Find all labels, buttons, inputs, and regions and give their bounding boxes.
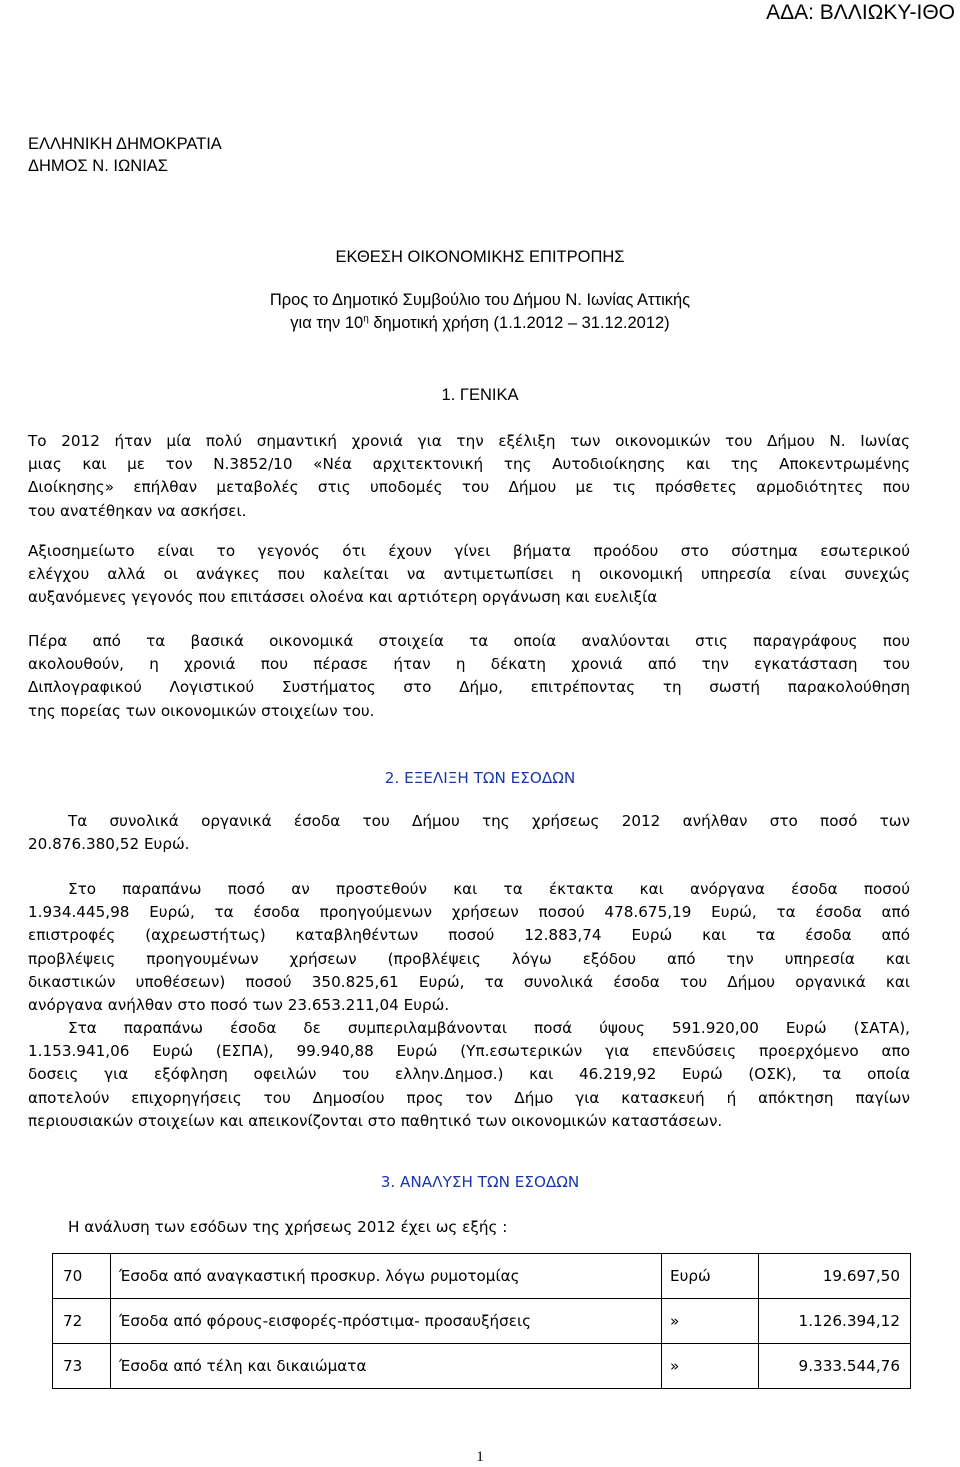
account-code: 72 bbox=[53, 1299, 111, 1344]
text-line: Διπλογραφικού Λογιστικού Συστήματος στο Δήμο, επιτρέποντας τη σωστή παρακολούθηση bbox=[28, 678, 910, 697]
text-line: Διοίκησης» επήλθαν μεταβολές στις υποδομές του Δήμου με τις πρόσθετες αρμοδιότητες που bbox=[28, 478, 910, 497]
account-description: Έσοδα από τέλη και δικαιώματα bbox=[111, 1344, 662, 1389]
section1-heading: 1. ΓΕΝΙΚΑ bbox=[441, 386, 519, 404]
text-line: ελέγχου αλλά οι ανάγκες που καλείται να αντιμετωπίσει η οικονομική υπηρεσία είναι συνεχώς bbox=[28, 565, 910, 584]
section1-paragraph-3 bbox=[28, 630, 910, 723]
text-line: αυξανόμενες γεγονός που επιτάσσει ολοένα και αρτιότερη οργάνωση και ευελιξία bbox=[28, 588, 658, 607]
text-line: 20.876.380,52 Ευρώ. bbox=[28, 835, 190, 854]
text-line: Στα παραπάνω έσοδα δε συμπεριλαμβάνονται ποσά ύψους 591.920,00 Ευρώ (ΣΑΤΑ), bbox=[68, 1019, 910, 1037]
text-line: 1.153.941,06 Ευρώ (ΕΣΠΑ), 99.940,88 Ευρώ (Υπ.εσωτερικών για επενδύσεις προερχόμενο απο bbox=[28, 1042, 910, 1061]
currency-unit: » bbox=[662, 1344, 759, 1389]
text-line: Αξιοσημείωτο είναι το γεγονός ότι έχουν γίνει βήματα προόδου στο σύστημα εσωτερικού bbox=[28, 542, 910, 560]
section3-intro bbox=[68, 1216, 868, 1239]
section1-paragraph-2 bbox=[28, 540, 910, 610]
text-line: Πέρα από τα βασικά οικονομικά στοιχεία τα οποία αναλύονται στις παραγράφους που bbox=[28, 632, 910, 650]
text-line: επιστροφές (αχρεωστήτως) καταβληθέντων ποσού 12.883,74 Ευρώ και τα έσοδα από bbox=[28, 926, 910, 945]
report-subtitle-1: Προς το Δημοτικό Συμβούλιο του Δήμου Ν. Ιωνίας Αττικής bbox=[269, 291, 691, 309]
table-row bbox=[53, 1344, 911, 1389]
text-line: Η ανάλυση των εσόδων της χρήσεως 2012 έχει ως εξής : bbox=[68, 1218, 508, 1236]
text-line: του ανατέθηκαν να ασκήσει. bbox=[28, 501, 247, 520]
currency-unit: Ευρώ bbox=[662, 1254, 759, 1299]
text-line: Το 2012 ήταν μία πολύ σημαντική χρονιά για την εξέλιξη των οικονομικών του Δήμου Ν. Ιωνίας bbox=[28, 432, 910, 450]
text-line: προβλέψεις προηγουμένων χρήσεων (προβλέψεις λόγω εξόδου από την υπηρεσία και bbox=[28, 949, 910, 968]
text-line: μιας και με τον Ν.3852/10 «Νέα αρχιτεκτονική της Αυτοδιοίκησης και της Αποκεντρωμένης bbox=[28, 455, 910, 474]
section1-paragraph-1 bbox=[28, 430, 910, 523]
amount: 1.126.394,12 bbox=[759, 1299, 911, 1344]
text-line: περιουσιακών στοιχείων και απεικονίζονται στο παθητικό των οικονομικών καταστάσεων. bbox=[28, 1111, 723, 1130]
amount: 19.697,50 bbox=[759, 1254, 911, 1299]
page-number: 1 bbox=[476, 1449, 484, 1465]
section2-heading: 2. ΕΞΕΛΙΞΗ ΤΩΝ ΕΣΟΔΩΝ bbox=[384, 769, 576, 787]
account-description: Έσοδα από αναγκαστική προσκυρ. λόγω ρυμοτομίας bbox=[111, 1254, 662, 1299]
section3-heading: 3. ΑΝΑΛΥΣΗ ΤΩΝ ΕΣΟΔΩΝ bbox=[380, 1173, 580, 1191]
table-row bbox=[53, 1299, 911, 1344]
report-title: ΕΚΘΕΣΗ ΟΙΚΟΝΟΜΙΚΗΣ ΕΠΙΤΡΟΠΗΣ bbox=[335, 248, 625, 266]
section2-paragraph-1 bbox=[28, 810, 910, 856]
text-line: δοσεις για εξόφληση οφειλών του ελλην.Δημοσ.) και 46.219,92 Ευρώ (ΟΣΚ), τα οποία bbox=[28, 1065, 910, 1084]
text-line: ανόργανα ανήλθαν στο ποσό των 23.653.211,04 Ευρώ. bbox=[28, 996, 450, 1015]
account-code: 70 bbox=[53, 1254, 111, 1299]
text-line: δικαστικών υποθέσεων) ποσού 350.825,61 Ευρώ, τα συνολικά έσοδα του Δήμου οργανικά και bbox=[28, 972, 910, 991]
table-row bbox=[53, 1254, 911, 1299]
header-municipality: ΔΗΜΟΣ Ν. ΙΩΝΙΑΣ bbox=[28, 157, 169, 175]
text-line: αποτελούν επιχορηγήσεις του Δημοσίου προς τον Δήμο για κατασκευή ή απόκτηση παγίων bbox=[28, 1088, 910, 1107]
text-line: της πορείας των οικονομικών στοιχείων του. bbox=[28, 701, 375, 720]
section2-paragraph-3 bbox=[28, 1017, 910, 1133]
account-code: 73 bbox=[53, 1344, 111, 1389]
report-subtitle-2: για την $10^\eta$ δημοτική χρήση (1.1.2012 – 31.12.2012) bbox=[290, 313, 670, 332]
section2-paragraph-2 bbox=[28, 878, 910, 1017]
amount: 9.333.544,76 bbox=[759, 1344, 911, 1389]
revenue-analysis-table bbox=[52, 1253, 911, 1389]
text-line: Τα συνολικά οργανικά έσοδα του Δήμου της χρήσεως 2012 ανήλθαν στο ποσό των bbox=[68, 812, 910, 830]
ada-stamp: ΑΔΑ: ΒΛΛΙΩΚΥ-ΙΘΟ bbox=[766, 1, 955, 24]
text-line: 1.934.445,98 Ευρώ, τα έσοδα προηγούμενων χρήσεων ποσού 478.675,19 Ευρώ, τα έσοδα από bbox=[28, 903, 910, 922]
text-line: Στο παραπάνω ποσό αν προστεθούν και τα έκτακτα και ανόργανα έσοδα ποσού bbox=[68, 880, 910, 898]
currency-unit: » bbox=[662, 1299, 759, 1344]
text-line: ακολουθούν, η χρονιά που πέρασε ήταν η δέκατη χρονιά από την εγκατάσταση του bbox=[28, 655, 910, 674]
account-description: Έσοδα από φόρους-εισφορές-πρόστιμα- προσαυξήσεις bbox=[111, 1299, 662, 1344]
header-republic: ΕΛΛΗΝΙΚΗ ΔΗΜΟΚΡΑΤΙΑ bbox=[28, 135, 222, 153]
